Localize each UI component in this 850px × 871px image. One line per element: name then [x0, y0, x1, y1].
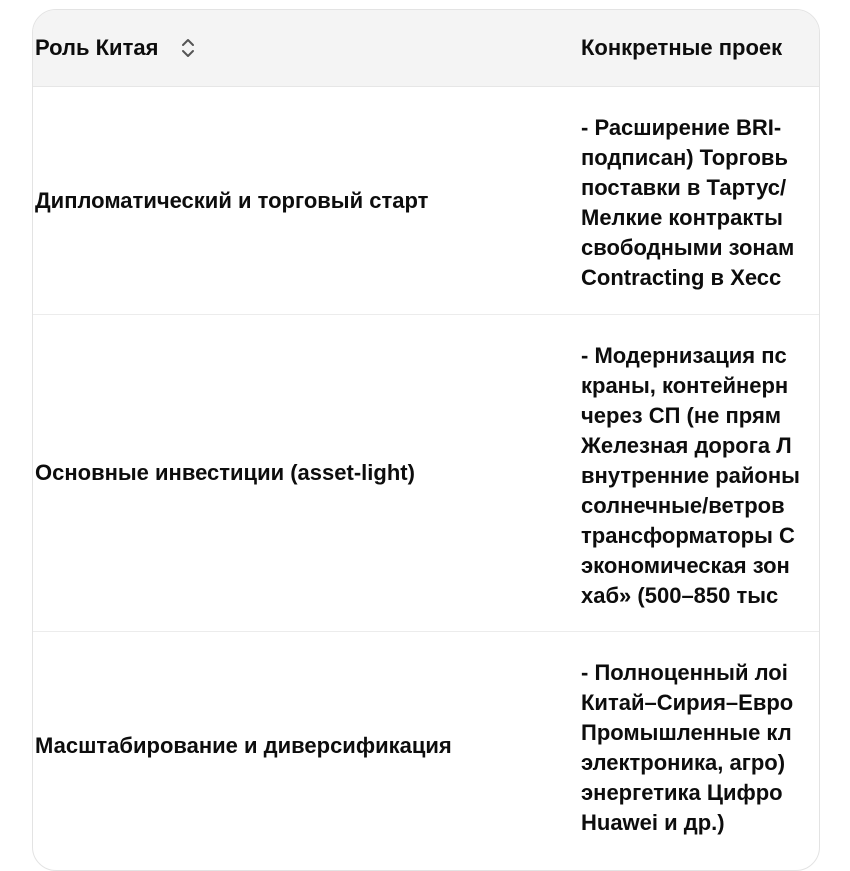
cell-projects [581, 113, 819, 293]
projects-line: солнечные/ветров [581, 493, 785, 518]
chevron-up-down-icon[interactable] [180, 37, 196, 59]
data-table [32, 9, 820, 871]
projects-line: свободными зонам [581, 235, 795, 260]
projects-line: Contracting в Хесс [581, 265, 782, 290]
projects-line: экономическая зон [581, 553, 790, 578]
projects-line: поставки в Тартус/ [581, 175, 787, 200]
projects-line: подписан) Торговь [581, 145, 788, 170]
column-header-role[interactable] [35, 10, 196, 86]
projects-line: Мелкие контракты [581, 205, 783, 230]
projects-line: Китай–Сирия–Евро [581, 690, 794, 715]
projects-line: внутренние районы [581, 463, 800, 488]
projects-line: Промышленные кл [581, 720, 792, 745]
projects-line: краны, контейнерн [581, 373, 789, 398]
projects-line: хаб» (500–850 тыс [581, 583, 779, 608]
projects-line: Железная дорога Л [581, 433, 792, 458]
column-header-projects[interactable] [581, 10, 782, 86]
projects-line: Huawei и др.) [581, 810, 725, 835]
table-row [33, 87, 819, 315]
cell-projects [581, 341, 819, 611]
projects-line: через СП (не прям [581, 403, 782, 428]
projects-line: энергетика Цифро [581, 780, 783, 805]
projects-line: - Модернизация пс [581, 343, 787, 368]
cell-projects [581, 658, 819, 838]
table-header-row [33, 10, 819, 87]
projects-line: трансформаторы С [581, 523, 795, 548]
column-header-role-label: Роль Китая [35, 35, 159, 60]
table-row [33, 315, 819, 632]
table-row [33, 632, 819, 870]
column-header-projects-label: Конкретные проек [581, 35, 783, 60]
cell-role: Масштабирование и диверсификация [35, 733, 452, 758]
projects-line: - Расширение BRI- [581, 115, 782, 140]
cell-role: Дипломатический и торговый старт [35, 187, 429, 213]
cell-role: Основные инвестиции (asset-light) [35, 460, 415, 485]
projects-line: - Полноценный лоі [581, 660, 788, 685]
projects-line: электроника, агро) [581, 750, 786, 775]
